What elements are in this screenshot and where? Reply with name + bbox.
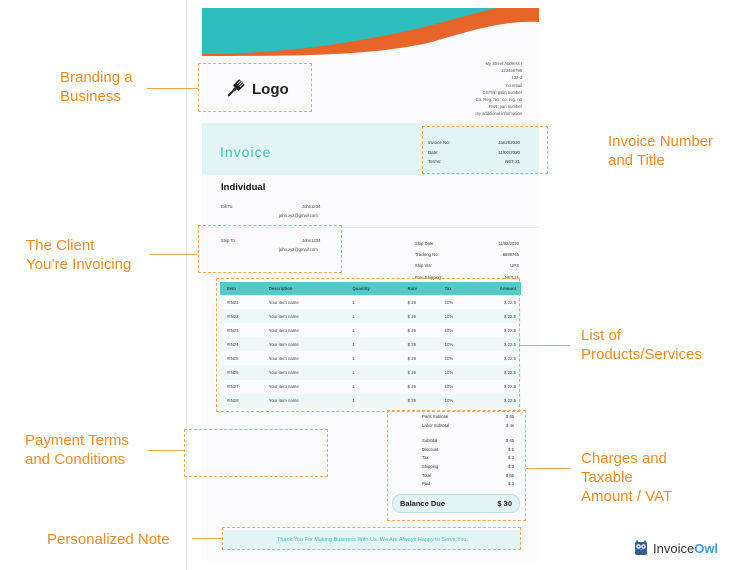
sender-line: no email <box>506 82 522 88</box>
table-cell: Your item name <box>268 299 299 305</box>
label-note: Personalized Note <box>47 531 170 548</box>
sender-address <box>457 60 522 118</box>
total-label: Tax <box>422 455 429 461</box>
table-cell: 10% <box>438 309 473 323</box>
ship-value: NET 21 <box>504 274 519 280</box>
table-cell: $ 22.5 <box>504 355 516 361</box>
invoice-title: Invoice <box>220 144 272 160</box>
total-label: Paid <box>422 481 431 487</box>
meta-label: Date: <box>428 149 439 155</box>
label-payment: Payment Terms and Conditions <box>25 432 129 468</box>
table-cell: $ 22.5 <box>504 299 516 305</box>
total-label: Subtotal <box>422 438 438 444</box>
total-label: Discount <box>422 446 439 452</box>
table-cell: Your item name <box>268 384 299 390</box>
table-cell: Your item name <box>262 394 346 408</box>
bill-to-name: John1234 <box>302 204 321 209</box>
ship-value: UPS <box>510 263 519 269</box>
balance-value: $ 30 <box>497 499 512 508</box>
ship-label: Ship Via: <box>415 263 432 269</box>
client-type: Individual <box>221 182 266 193</box>
invoiceowl-brand <box>634 540 718 556</box>
total-label: Labor Subtotal <box>422 422 450 428</box>
table-cell: 1 <box>352 299 355 305</box>
ship-label: Ship Date: <box>415 241 435 246</box>
bill-to-label: Bill To: <box>221 204 234 209</box>
logo-text: Logo <box>252 80 289 98</box>
table-cell: 1 <box>345 365 400 379</box>
table-cell: $ 25 <box>407 355 417 361</box>
meta-label: Invoice No: <box>428 140 450 145</box>
connector-payment <box>148 450 184 451</box>
total-value: $ 3 <box>508 455 514 461</box>
table-cell: Your item name <box>268 327 299 333</box>
table-cell: $ 22.5 <box>473 365 521 379</box>
table-cell: Your item name <box>262 337 346 351</box>
connector-products <box>520 345 570 346</box>
connector-charges <box>526 468 570 469</box>
total-value: $ 45 <box>505 414 514 419</box>
meta-value: Jan202020 <box>498 140 520 145</box>
shipping-details <box>415 238 519 283</box>
page-divider <box>186 0 187 570</box>
table-cell: #IN26 <box>220 365 262 379</box>
table-cell: 1 <box>345 394 400 408</box>
table-cell: $ 22.5 <box>504 327 516 333</box>
table-cell: 10% <box>444 384 454 390</box>
table-cell: 10% <box>444 299 454 305</box>
table-cell: #IN28 <box>220 394 262 408</box>
col-header: Description <box>262 282 346 295</box>
table-cell: $ 22.5 <box>504 384 516 390</box>
table-cell: 10% <box>444 355 454 361</box>
ship-to-email: john.xyz@gmail.com <box>279 247 318 252</box>
ship-to-label: Ship To: <box>221 238 237 243</box>
table-cell: 10% <box>444 327 454 333</box>
highlight-branding <box>198 63 312 112</box>
brand-name-part1: Invoice <box>653 540 695 556</box>
highlight-invoice-number <box>422 126 548 174</box>
brand-name <box>653 541 718 556</box>
table-cell: $ 25 <box>407 299 417 305</box>
ship-value: 11/02/2020 <box>498 241 519 246</box>
sender-line: 123 d <box>511 75 522 81</box>
table-cell: $ 25 <box>401 394 438 408</box>
table-cell: 10% <box>438 365 473 379</box>
col-header: Amount <box>473 282 521 295</box>
total-label: Shipping <box>422 463 439 469</box>
connector-client <box>149 254 198 255</box>
ship-label: Free Shipping: <box>415 274 443 280</box>
highlight-products <box>216 278 520 412</box>
brand-name-part2: Owl <box>694 540 719 556</box>
label-products: List of Products/Services <box>581 327 702 363</box>
table-cell: 1 <box>345 309 400 323</box>
meta-label: Terms: <box>428 159 442 164</box>
table-cell: Your item name <box>262 365 346 379</box>
highlight-client <box>198 225 342 273</box>
table-cell: $ 25 <box>401 365 438 379</box>
table-cell: $ 25 <box>401 337 438 351</box>
table-cell: $ 25 <box>401 309 438 323</box>
label-branding: Branding a Business <box>60 69 133 105</box>
table-cell: 10% <box>438 394 473 408</box>
table-cell: #IN23 <box>227 327 239 333</box>
table-cell: #IN27 <box>227 384 239 390</box>
ship-label: Tracking No: <box>415 252 439 258</box>
meta-value: NET 21 <box>505 159 520 164</box>
table-cell: #IN21 <box>227 299 239 305</box>
highlight-note <box>222 527 521 550</box>
sender-line: 123456789 <box>501 68 522 74</box>
label-client: The Client You’re Invoicing <box>26 237 132 273</box>
table-cell: $ 25 <box>407 384 417 390</box>
total-value: $ 5 <box>508 446 514 452</box>
label-invoice-number: Invoice Number and Title <box>608 133 714 169</box>
table-cell: 1 <box>345 337 400 351</box>
connector-note <box>192 538 222 539</box>
col-header: Item <box>220 282 262 295</box>
table-cell: Your item name <box>268 355 299 361</box>
sender-line: PAN: pan number <box>489 104 522 110</box>
highlight-payment-terms <box>184 429 328 477</box>
col-header: Rate <box>401 282 438 295</box>
table-cell: $ 25 <box>407 327 417 333</box>
meta-value: 11/02/2020 <box>498 149 520 155</box>
table-cell: $ 22.5 <box>473 394 521 408</box>
table-cell: $ 22.5 <box>473 309 521 323</box>
label-charges: Charges and Taxable Amount / VAT <box>581 450 673 505</box>
table-cell: 1 <box>352 384 355 390</box>
balance-label: Balance Due <box>400 499 446 508</box>
total-label: Total <box>422 472 431 478</box>
total-label: Parts Subtotal <box>422 414 449 419</box>
sender-line: Co. Reg. No.: co. reg. no <box>475 97 522 103</box>
table-cell: 1 <box>352 327 355 333</box>
sender-line: My Street Address I <box>485 61 522 66</box>
total-value: $ 55 <box>505 472 514 478</box>
ship-value: 6689765 <box>502 252 519 258</box>
col-header: Tax <box>438 282 473 295</box>
table-cell: 1 <box>352 355 355 361</box>
total-value: $ 45 <box>505 438 514 444</box>
header-wave <box>202 8 539 56</box>
table-cell: 10% <box>438 337 473 351</box>
ship-to-name: John1234 <box>302 238 321 243</box>
highlight-charges <box>387 410 526 521</box>
owl-icon <box>634 540 648 556</box>
sender-line: my additional information <box>475 111 522 117</box>
bill-to-email: john.xyz@gmail.com <box>279 213 318 218</box>
personal-note: Thank You For Making Business With Us. We Are Always Happy to Serve You. <box>224 530 521 550</box>
connector-branding <box>147 88 198 89</box>
table-cell: #IN25 <box>227 355 239 361</box>
sender-line: GSTIN: gstin number <box>482 89 522 95</box>
table-cell: $ 22.5 <box>473 337 521 351</box>
total-value: $ 4s <box>506 422 514 428</box>
col-header: Quantity <box>345 282 400 295</box>
total-value: $ 3 <box>508 463 514 469</box>
total-value: $ 3 <box>508 481 514 487</box>
table-cell: #IN24 <box>220 337 262 351</box>
table-cell: Your item name <box>262 309 346 323</box>
table-cell: #IN22 <box>220 309 262 323</box>
